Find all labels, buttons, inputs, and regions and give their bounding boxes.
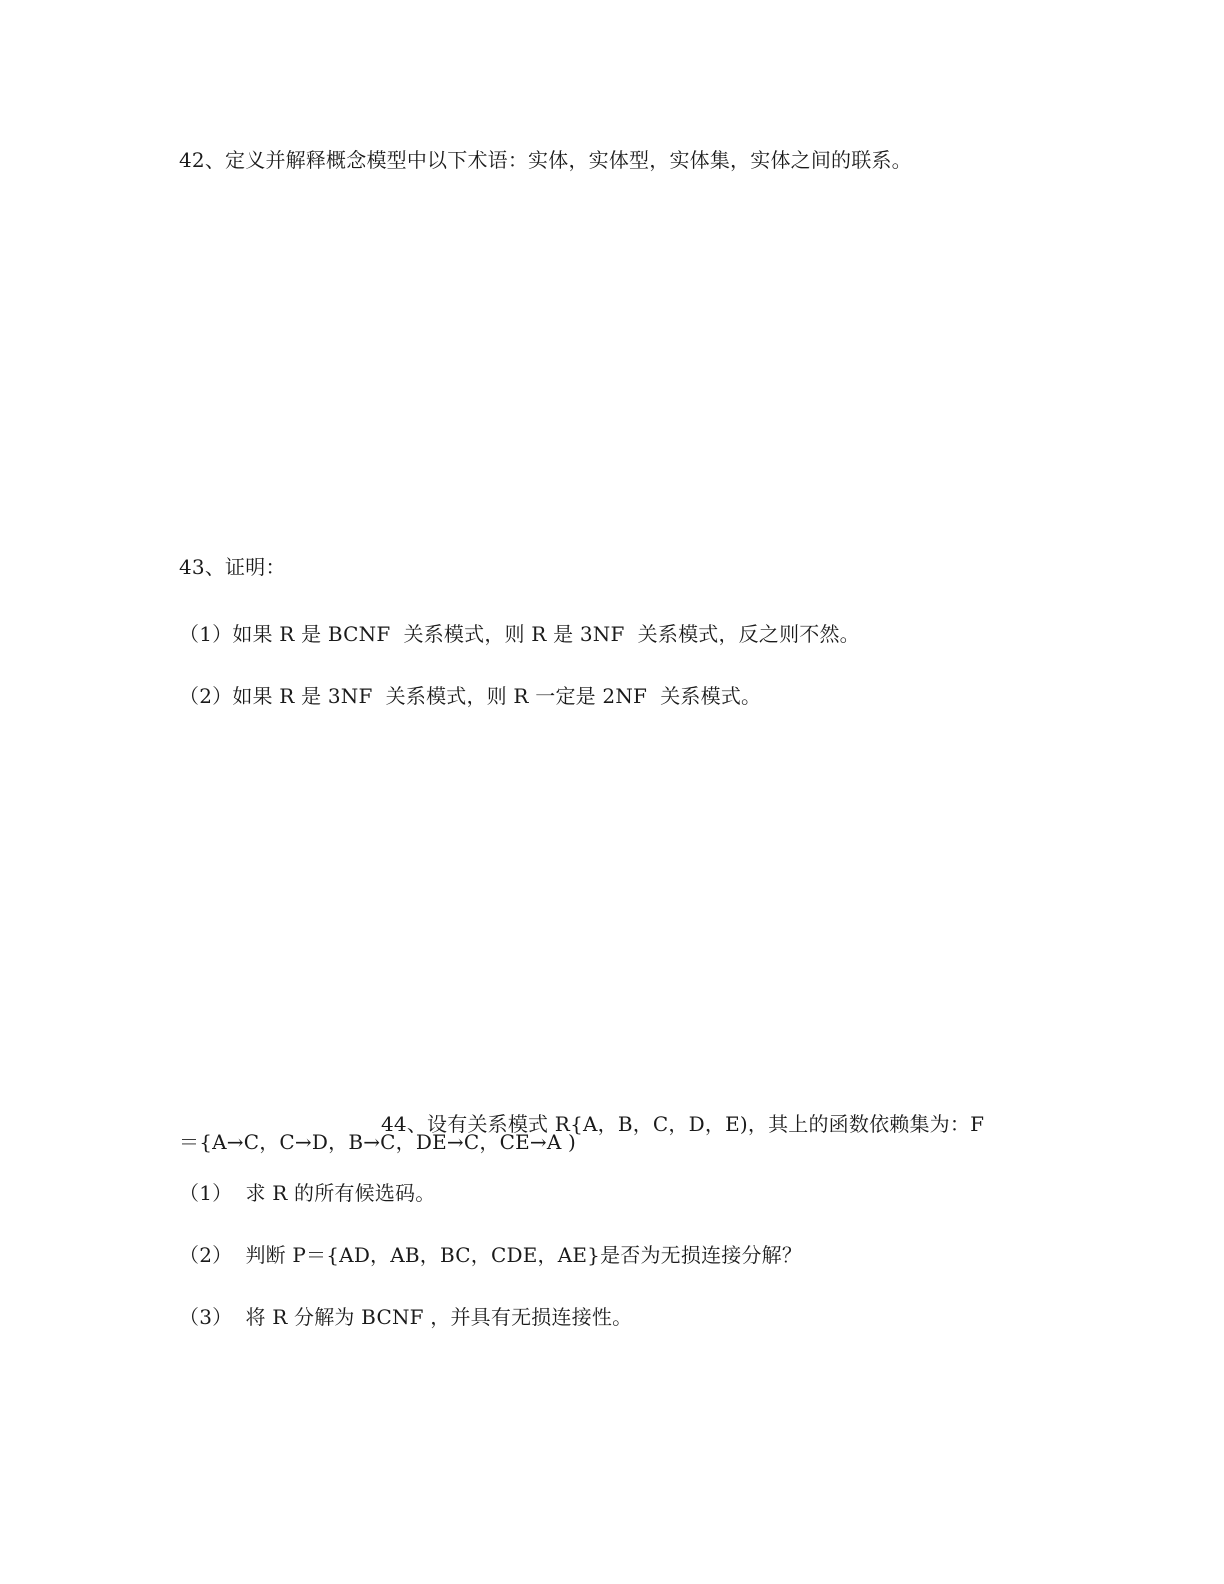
question-44-item-2: （2） 判断 P＝{AD，AB，BC，CDE，AE}是否为无损连接分解？ bbox=[179, 1243, 803, 1267]
question-42: 42、定义并解释概念模型中以下术语：实体，实体型，实体集，实体之间的联系。 bbox=[179, 148, 912, 172]
question-44-title: 44、设有关系模式 R{A，B，C，D，E)，其上的函数依赖集为：F bbox=[381, 1112, 985, 1136]
question-43-item-2: （2）如果 R 是 3NF 关系模式，则 R 一定是 2NF 关系模式。 bbox=[179, 684, 762, 708]
question-44-fd-set: ＝{A→C，C→D，B→C，DE→C，CE→A ) bbox=[179, 1130, 577, 1154]
question-44-item-1: （1） 求 R 的所有候选码。 bbox=[179, 1181, 436, 1205]
question-44-item-3: （3） 将 R 分解为 BCNF ，并具有无损连接性。 bbox=[179, 1305, 633, 1329]
question-43-title: 43、证明： bbox=[179, 555, 286, 579]
question-43-item-1: （1）如果 R 是 BCNF 关系模式，则 R 是 3NF 关系模式，反之则不然。 bbox=[179, 622, 860, 646]
